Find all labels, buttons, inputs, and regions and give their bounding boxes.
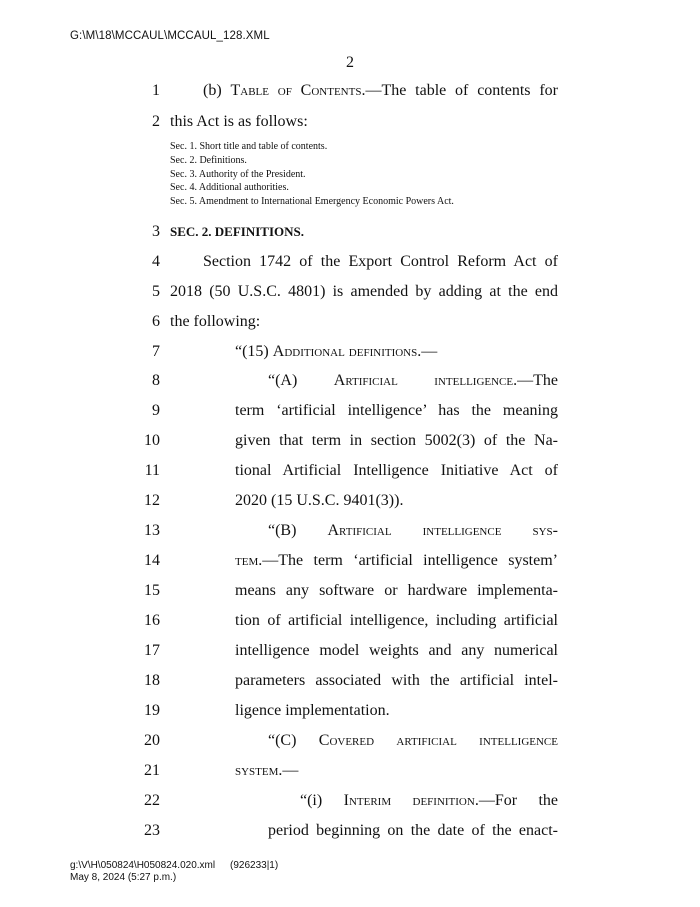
- text-run: 2018 (50 U.S.C. 4801) is amended by adding at the end: [170, 283, 558, 300]
- text-run: “(15): [235, 343, 273, 360]
- text-line: [0, 311, 700, 333]
- toc-entry: Sec. 3. Authority of the President.: [170, 168, 306, 180]
- line-number: 22: [144, 792, 160, 809]
- text-run: .—: [278, 762, 299, 779]
- line-text: [235, 610, 558, 632]
- toc-entry: Sec. 5. Amendment to International Emergency Economic Powers Act.: [170, 196, 454, 208]
- small-caps-heading: Table of Contents: [230, 82, 362, 99]
- text-line: [0, 700, 700, 722]
- line-text: [235, 400, 558, 422]
- line-text: [268, 520, 558, 542]
- text-line: [0, 341, 700, 363]
- text-line: [0, 520, 700, 542]
- footer-file: g:\V\H\050824\H050824.020.xml: [70, 860, 216, 871]
- line-text: [235, 760, 558, 782]
- text-line: [0, 610, 700, 632]
- text-run: .—The table of contents for: [361, 82, 558, 99]
- text-line: [0, 550, 700, 572]
- line-number: 16: [144, 612, 160, 629]
- line-number: 3: [152, 223, 160, 240]
- line-number: 18: [144, 672, 160, 689]
- text-line: [0, 370, 700, 392]
- line-text: [235, 341, 558, 363]
- text-run: tional Artificial Intelligence Initiative Act of: [235, 462, 558, 479]
- line-text: [235, 490, 558, 512]
- line-number: 7: [152, 343, 160, 360]
- file-path-header: G:\M\18\MCCAUL\MCCAUL_128.XML: [70, 30, 270, 42]
- table-of-contents: [170, 140, 454, 209]
- text-line: [0, 790, 700, 812]
- text-run: .—The term ‘artificial intelligence system’: [258, 552, 558, 569]
- line-number: 5: [152, 283, 160, 300]
- text-run: .—The: [513, 372, 558, 389]
- line-number: 6: [152, 313, 160, 330]
- text-run: the following:: [170, 313, 261, 330]
- text-run: period beginning on the date of the enact-: [268, 822, 558, 839]
- text-run: intelligence model weights and any numerical: [235, 642, 558, 659]
- toc-entry: Sec. 2. Definitions.: [170, 154, 247, 166]
- line-text: [268, 370, 558, 392]
- line-text: [235, 550, 558, 572]
- text-line: [0, 400, 700, 422]
- small-caps-heading: Covered artificial intelligence: [318, 732, 558, 749]
- page-footer: [70, 860, 279, 884]
- toc-entry: Sec. 4. Additional authorities.: [170, 182, 289, 194]
- section-heading: SEC. 2. DEFINITIONS.: [170, 224, 305, 239]
- text-run: “(B): [268, 522, 328, 539]
- line-number: 9: [152, 402, 160, 419]
- line-number: 1: [152, 82, 160, 99]
- small-caps-heading: system: [235, 762, 279, 779]
- line-text: [203, 251, 558, 273]
- line-text: [170, 111, 558, 133]
- line-text: [170, 311, 558, 333]
- text-run: term ‘artificial intelligence’ has the meaning: [235, 402, 558, 419]
- line-text: [235, 670, 558, 692]
- footer-code: (926233|1): [230, 860, 279, 871]
- line-number: 21: [144, 762, 160, 779]
- text-run: this Act is as follows:: [170, 113, 308, 130]
- text-line: [0, 80, 700, 102]
- text-line: [0, 430, 700, 452]
- text-run: Section 1742 of the Export Control Reform Act of: [203, 253, 558, 270]
- line-text: [170, 221, 558, 243]
- line-number: 11: [144, 462, 160, 479]
- text-run: ligence implementation.: [235, 702, 390, 719]
- line-text: [268, 730, 558, 752]
- text-run: parameters associated with the artificial intel-: [235, 672, 558, 689]
- text-line: [0, 281, 700, 303]
- text-run: 2020 (15 U.S.C. 9401(3)).: [235, 492, 404, 509]
- line-number: 23: [144, 822, 160, 839]
- text-run: .—For the: [474, 792, 558, 809]
- small-caps-heading: Interim definition: [343, 792, 475, 809]
- text-run: tion of artificial intelligence, including artificial: [235, 612, 558, 629]
- line-number: 14: [144, 552, 160, 569]
- line-number: 8: [152, 372, 160, 389]
- text-run: .—: [417, 343, 438, 360]
- text-line: [0, 111, 700, 133]
- text-run: (b): [203, 82, 231, 99]
- line-number: 19: [144, 702, 160, 719]
- text-line: [0, 460, 700, 482]
- line-number: 13: [144, 522, 160, 539]
- line-text: [268, 820, 558, 842]
- line-text: [235, 430, 558, 452]
- footer-date: May 8, 2024 (5:27 p.m.): [70, 872, 177, 883]
- line-number: 17: [144, 642, 160, 659]
- text-line: [0, 580, 700, 602]
- line-number: 2: [152, 113, 160, 130]
- line-number: 20: [144, 732, 160, 749]
- text-run: given that term in section 5002(3) of the Na-: [235, 432, 558, 449]
- small-caps-heading: tem: [235, 552, 259, 569]
- line-number: 10: [144, 432, 160, 449]
- line-text: [235, 700, 558, 722]
- small-caps-heading: Artificial intelligence sys-: [327, 522, 558, 539]
- text-line: [0, 820, 700, 842]
- text-line: [0, 730, 700, 752]
- text-run: “(C): [268, 732, 319, 749]
- line-number: 4: [152, 253, 160, 270]
- text-line: [0, 640, 700, 662]
- line-text: [235, 640, 558, 662]
- text-line: [0, 221, 700, 243]
- toc-entry: Sec. 1. Short title and table of contents.: [170, 141, 328, 152]
- line-text: [170, 281, 558, 303]
- small-caps-heading: Artificial intelligence: [333, 372, 514, 389]
- line-text: [235, 580, 558, 602]
- text-run: means any software or hardware implementa-: [235, 582, 558, 599]
- line-text: [235, 460, 558, 482]
- line-number: 15: [144, 582, 160, 599]
- line-number: 12: [144, 492, 160, 509]
- line-text: [300, 790, 558, 812]
- page-number: 2: [346, 54, 354, 71]
- text-line: [0, 490, 700, 512]
- text-run: “(i): [300, 792, 344, 809]
- small-caps-heading: Additional definitions: [272, 343, 418, 360]
- text-line: [0, 670, 700, 692]
- line-text: [203, 80, 558, 102]
- text-run: “(A): [268, 372, 334, 389]
- text-line: [0, 251, 700, 273]
- text-line: [0, 760, 700, 782]
